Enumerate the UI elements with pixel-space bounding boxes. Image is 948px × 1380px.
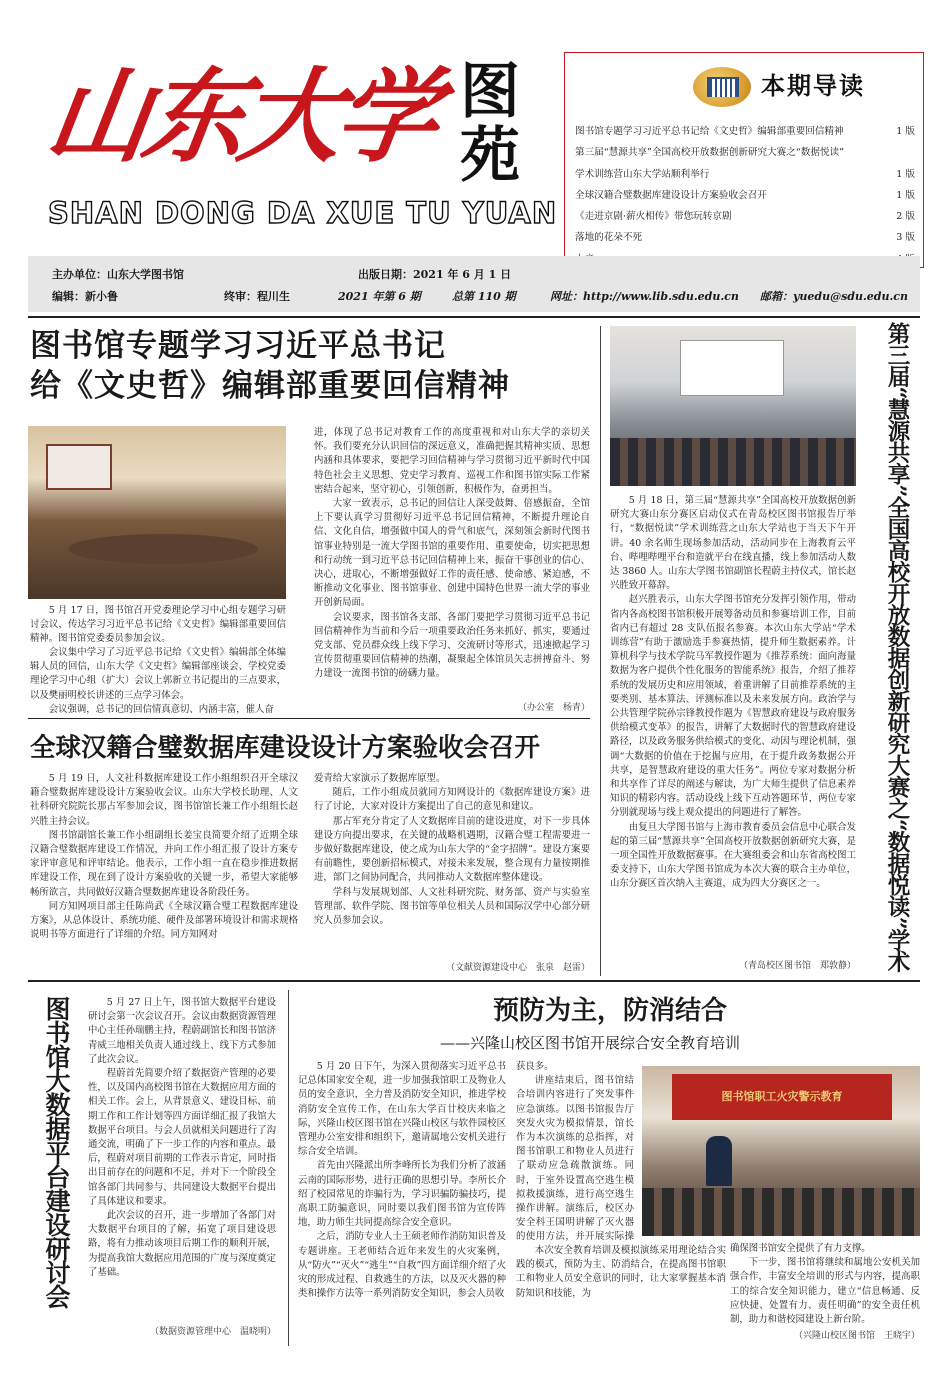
guide-item[interactable] xyxy=(575,164,915,185)
guide-item[interactable] xyxy=(575,206,915,227)
photo-red-banner xyxy=(672,1074,892,1120)
article4-vertical-headline: 图书馆大数据平台建设研讨会 xyxy=(42,996,71,1308)
paragraph: 讲座结束后，图书馆结合培训内容进行了突发事件应急演练。以图书馆报告厅突发火灾为模拟情景，馆长作为本次演练的总指挥，对图书馆职工和物业人员进行了联动应急疏散演练。同时，于室外设置高空逃生模拟救援演练，进行高空逃生操作讲解。演练后，校区办安全科王国明讲解了灭火器的使用方法，并开展实际操 xyxy=(516,1075,634,1242)
section-divider xyxy=(28,980,920,982)
article1-photo xyxy=(28,426,286,599)
article2-body-right xyxy=(314,772,590,958)
paragraph: 同方知网项目部主任陈尚武《全球汉籍合璧工程数据库建设方案》，从总体设计、系统功能、硬件及部署环境设计和需求规格说明书等方面进行了详细的介绍。同方知网对 xyxy=(30,900,298,941)
guide-item-page: 3 版 xyxy=(896,232,915,244)
sponsor: 主办单位：山东大学图书馆 xyxy=(52,268,184,281)
article3-signature: （青岛校区图书馆 郑敦静） xyxy=(738,961,856,971)
guide-item[interactable] xyxy=(575,227,915,248)
pubdate: 出版日期：2021 年 6 月 1 日 xyxy=(358,268,512,281)
guide-item-title: 学术训练营山东大学站顺利举行 xyxy=(575,168,710,180)
paragraph: 首先由兴隆派出所李峰所长为我们分析了波涵云南的国际形势，进行正确的思想引导。李所长介绍了校园常见的诈骗行为，学习识骗防骗技巧，提高职工防骗意识，同时要以我们图书馆为宣传阵地，助力师生共同提高综合安全意识。 xyxy=(298,1160,506,1229)
article2-body-left xyxy=(30,772,298,972)
issue-number: 2021 年第 6 期 xyxy=(338,290,421,303)
guide-header xyxy=(693,63,903,111)
paragraph: 会议集中学习了习近平总书记给《文史哲》编辑部全体编辑人员的回信，山东大学《文史哲》编辑部座谈会、学校党委理论学习中心组（扩大）会议上郭新立书记提出的三点要求，以及樊丽明校长讲述的三点学习体会。 xyxy=(30,647,286,701)
website-link[interactable]: 网址：http://www.lib.sdu.edu.cn xyxy=(550,290,739,303)
photo-banner-text: 图书馆职工火灾警示教育 xyxy=(721,1090,843,1103)
guide-item-page: 1 版 xyxy=(896,126,915,137)
total-issue: 总第 110 期 xyxy=(452,290,516,303)
guide-item-page: 1 版 xyxy=(896,168,915,180)
guide-box xyxy=(564,52,924,268)
paragraph: 赵兴胜表示，山东大学图书馆充分发挥引领作用，带动省内各高校图书馆积极开展筹备动员和参赛培训工作，目前省内已有超过 28 支队伍报名参赛。本次山东大学站“学术训练营”有助于激励选手参赛热情，提升师生数据素养。计算机科学与技术学院马军教授作题为《推荐系统：面向海量数据为客户提供个性化服务的智能系统》报告，介绍了推荐系统的发展历史和应用领域，着重讲解了目前推荐系统的主要类别、基本算法、评测标准以及未来发展方向。政治学与公共管理学院孙宗锋教授作题为《智慧政府建设与政府服务供给模式变革》的报告，讲解了大数据时代的智慧政府建设路径，以及政务服务供给模式的变化、动因与理论机制，强调“大数据的价值在于挖掘与应用，在于提升政务数据公开共享，是智慧政府建设的重大任务”。两位专家对数据分析和共享作了详尽的阐述与解读，为广大师生提供了信息素养知识的精彩内容。活动设线上线下互动答题环节，两位专家分别就现场与线上观众提出的问题进行了解答。 xyxy=(610,594,856,819)
article4-body xyxy=(88,996,276,1320)
paragraph: 大家一致表示，总书记的回信让人深受鼓舞、倍感振奋，全馆上下要认真学习贯彻好习近平总书记回信精神，不断提升理论自信、文化自信，增强做中国人的骨气和底气，深刻领会新时代图书馆事业特别是一流大学图书馆的重要作用、重要使命，切实把思想和行动统一到习近平总书记回信精神上来，振奋干事创业的信心、决心，进取心，不断增强做好工作的责任感、使命感、紧迫感，不断推动文化事业、图书馆事业、创建中国特色世界一流大学的事业开创新局面。 xyxy=(314,498,590,609)
guide-item-title: 第三届“慧源共享”全国高校开放数据创新研究大赛之“数据悦读” xyxy=(575,147,845,159)
article1-caption: 5 月 17 日，图书馆召开党委理论学习中心组专题学习研讨会议，传达学习习近平总书记给《文史哲》编辑部重要回信精神。图书馆党委委员参加会议。 xyxy=(30,605,286,645)
final-review: 终审：程川生 xyxy=(224,290,290,303)
paragraph: 之后，消防专业人士王硕老师作消防知识普及专题讲座。王老师结合近年来发生的火灾案例，从“防火”“灭火”“逃生”“自救”四方面详细介绍了火灾的形成过程、自救逃生的方法，以及灭火器的种类和操作方法等一系列消防安全知识，参会人员收 xyxy=(298,1231,506,1300)
guide-list xyxy=(575,121,915,270)
guide-item-page: 1 版 xyxy=(896,189,915,201)
article5-col2a xyxy=(516,1060,634,1242)
photo-screen xyxy=(46,444,112,490)
masthead-title-tu: 图 xyxy=(460,57,520,127)
paragraph: 5 月 19 日，人文社科数据库建设工作小组组织召开全球汉籍合璧数据库建设设计方案验收会议。山东大学校长助理、人文社科研究院院长那占军参加会议，图书馆馆长兼工作小组组长赵兴胜主持会议。 xyxy=(30,773,298,827)
guide-item-title: 图书馆专题学习习近平总书记给《文史哲》编辑部重要回信精神 xyxy=(575,126,844,137)
article3-vertical-headline: 第三届“慧源共享”全国高校开放数据创新研究大赛之“数据悦读”学术 xyxy=(884,322,910,972)
article2-headline: 全球汉籍合璧数据库建设设计方案验收会召开 xyxy=(30,733,541,763)
article3-body xyxy=(610,494,856,954)
paragraph: 由复旦大学图书馆与上海市教育委员会信息中心联合发起的第三届“慧源共享”全国高校开放数据创新研究大赛，是一项全国性开放数据赛事。在大赛组委会和山东省高校图工委支持下，山东大学图书馆成为本次大赛的联合主办单位，山东分赛区首次纳入主赛道，成为四大分赛区之一。 xyxy=(610,821,856,890)
paragraph: 学科与发展规划部、人文社科研究院、财务部、资产与实验室管理部、软件学院、图书馆等单位相关人员和国际汉学中心部分研究人员参加会议。 xyxy=(314,886,590,927)
paragraph: 5 月 18 日，第三届“慧源共享”全国高校开放数据创新研究大赛山东分赛区启动仪式在青岛校区图书馆报告厅举行，“数据悦读”学术训练营之山东大学站也于当天下午开讲。40 余名师生现场参加活动，活动同步在上海教育云平台、哔哩哔哩平台和造就平台在线直播，线上参加活动人数达 3860 人。山东大学图书馆副馆长程蔚主持仪式，馆长赵兴胜致开幕辞。 xyxy=(610,495,856,592)
article1-headline xyxy=(30,326,590,406)
article5-signature: （兴隆山校区图书馆 王晓宇） xyxy=(793,1331,920,1341)
guide-item-title: 《走进京剧·薪火相传》带您玩转京剧 xyxy=(575,211,732,223)
paragraph: 此次会议的召开，进一步增加了各部门对大数据平台项目的了解，拓宽了项目建设思路，将有力推动该项目后期工作的顺利开展，为提高我馆大数据应用范围的广度与深度奠定了基础。 xyxy=(88,1210,276,1278)
article5-col2b xyxy=(516,1244,726,1346)
article3-photo xyxy=(610,326,856,486)
info-bar xyxy=(28,256,920,312)
paragraph: 会议强调，总书记的回信情真意切、内涵丰富，催人奋 xyxy=(48,703,274,715)
article5-col1 xyxy=(298,1060,506,1346)
article1-body-right xyxy=(314,426,590,698)
photo-table xyxy=(68,534,258,564)
article5-col3 xyxy=(730,1242,920,1328)
paragraph: 下一步，图书馆将继续和属地公安机关加强合作，丰富安全培训的形式与内容，提高职工的综合安全知识能力，建立“信息畅通、反应快捷、处置有力、责任明确”的安全责任机制，助力和谐校园建设上新台阶。 xyxy=(730,1257,920,1326)
masthead-pinyin: SHAN DONG DA XUE TU YUAN xyxy=(48,196,558,230)
article1-body-left xyxy=(30,646,286,716)
column-divider xyxy=(288,990,289,1346)
column-divider xyxy=(600,326,601,976)
paragraph: 程蔚首先简要介绍了数据资产管理的必要性，以及国内高校图书馆在大数据应用方面的相关工作。会上，从背景意义、建设目标、前期工作和工作计划等四方面详细汇报了我馆大数据平台项目。与会人员就相关问题进行了沟通交流，明确了下一步工作的内容和重点。最后，程蔚对项目前期的工作表示肯定，同时指出目前存在的问题和不足，并对下一个阶段全馆各部门共同参与、共同建设大数据平台提出了具体建议和要求。 xyxy=(88,1068,276,1207)
photo-speaker xyxy=(706,1136,732,1186)
guide-item[interactable] xyxy=(575,142,915,163)
guide-item-page: 2 版 xyxy=(896,211,915,223)
guide-item-title: 落地的花朵不死 xyxy=(575,232,643,244)
paragraph: 本次安全教育培训及模拟演练采用理论结合实践的模式，预防为主、防消结合，在提高图书馆职工和物业人员安全意识的同时，让大家掌握基本消防知识和技能，为 xyxy=(516,1245,726,1299)
divider xyxy=(28,718,590,719)
paragraph: 进，体现了总书记对教育工作的高度重视和对山东大学的亲切关怀。我们要充分认识回信的深远意义，准确把握其精神实质、思想内涵和具体要求，要把学习回信精神与学习贯彻习近平新时代中国特色社会主义思想、党史学习教育、巡视工作和图书馆实际工作紧密结合起来，坚守初心，引领创新，积极作为，奋勇担当。 xyxy=(314,427,590,495)
article5-photo xyxy=(642,1066,920,1236)
article5-subheadline: ——兴隆山校区图书馆开展综合安全教育培训 xyxy=(440,1034,741,1052)
article1-signature: （办公室 杨青） xyxy=(517,703,590,713)
masthead-title-yuan: 苑 xyxy=(460,121,520,191)
book-glyph-icon xyxy=(707,77,739,97)
article4-signature: （数据资源管理中心 温晓明） xyxy=(149,1327,276,1337)
guide-item-title: 全球汉籍合璧数据库建设设计方案验收会召开 xyxy=(575,189,767,201)
article1-headline-line2: 给《文史哲》编辑部重要回信精神 xyxy=(30,368,510,404)
guide-item[interactable] xyxy=(575,185,915,206)
paragraph: 那占军充分肯定了人文数据库目前的建设进度，对下一步具体建设方向提出要求，在关键的战略机遇期，汉籍合璧工程需要进一步做好数据库建设，使之成为山东大学的“金字招牌”。建设方案要有前瞻性，要创新招标模式，对接未来发展，整合现有力量按期推进，部门之间协同配合，共同推动人文数据库整体建设。 xyxy=(314,815,590,884)
editor: 编辑：新小鲁 xyxy=(52,290,118,303)
paragraph: 会议要求，图书馆各支部、各部门要把学习贯彻习近平总书记回信精神作为当前和今后一项重要政治任务来抓好、抓实，要通过党支部、党员群众线上线下学习、交流研讨等形式，迅速掀起学习宣传贯彻重要回信精神的热潮，凝聚起全体馆员矢志拼搏奋斗、努力建设一流图书馆的磅礴力量。 xyxy=(314,611,590,680)
paragraph: 爱青给大家演示了数据库原型。 xyxy=(314,773,446,784)
guide-item[interactable] xyxy=(575,121,915,142)
paragraph: 随后，工作小组成员就同方知网设计的《数据库建设方案》进行了讨论，大家对设计方案提出了自己的意见和建议。 xyxy=(314,787,590,813)
masthead xyxy=(40,40,560,250)
email-link[interactable]: 邮箱：yuedu@sdu.edu.cn xyxy=(760,290,909,303)
paragraph: 确保图书馆安全提供了有力支撑。 xyxy=(730,1243,871,1254)
article1-headline-line1: 图书馆专题学习习近平总书记 xyxy=(30,328,446,364)
paragraph: 获良多。 xyxy=(516,1061,554,1072)
paragraph: 图书馆副馆长兼工作小组副组长姜宝良简要介绍了近期全球汉籍合璧数据库建设工作情况，并向工作小组汇报了设计方案专家评审意见和评审结论。他表示，工作小组一直在稳步推进数据库建设工作，现在到了设计方案验收的关键一步，希望大家能够畅所欲言，共同做好汉籍合璧数据库建设各阶段任务。 xyxy=(30,829,298,898)
paragraph: 5 月 27 日上午，图书馆大数据平台建设研讨会第一次会议召开。会议由数据资源管理中心主任孙瑞鹏主持，程蔚副馆长和图书馆济青威三地相关负责人通过线上、线下方式参加了此次会议。 xyxy=(88,997,276,1065)
article5-headline: 预防为主，防消结合 xyxy=(492,996,727,1026)
top-divider xyxy=(28,316,920,318)
photo-projector-screen xyxy=(680,340,784,396)
article2-signature: （文献资源建设中心 张泉 赵雷） xyxy=(445,963,590,973)
guide-heading: 本期导读 xyxy=(761,71,865,100)
paragraph: 5 月 20 日下午，为深入贯彻落实习近平总书记总体国家安全观，进一步加强我馆职工及物业人员的安全意识，全力普及消防安全知识，推进学校消防安全宣传工作，在山东大学百廿校庆来临之际，兴隆山校区图书馆在兴隆山校区与软件园校区管理办公室安排和组织下，邀请属地公安机关进行综合安全培训。 xyxy=(298,1061,506,1158)
masthead-title: 山东大学 xyxy=(39,57,441,177)
photo-audience xyxy=(610,438,856,486)
photo-audience xyxy=(642,1188,920,1236)
